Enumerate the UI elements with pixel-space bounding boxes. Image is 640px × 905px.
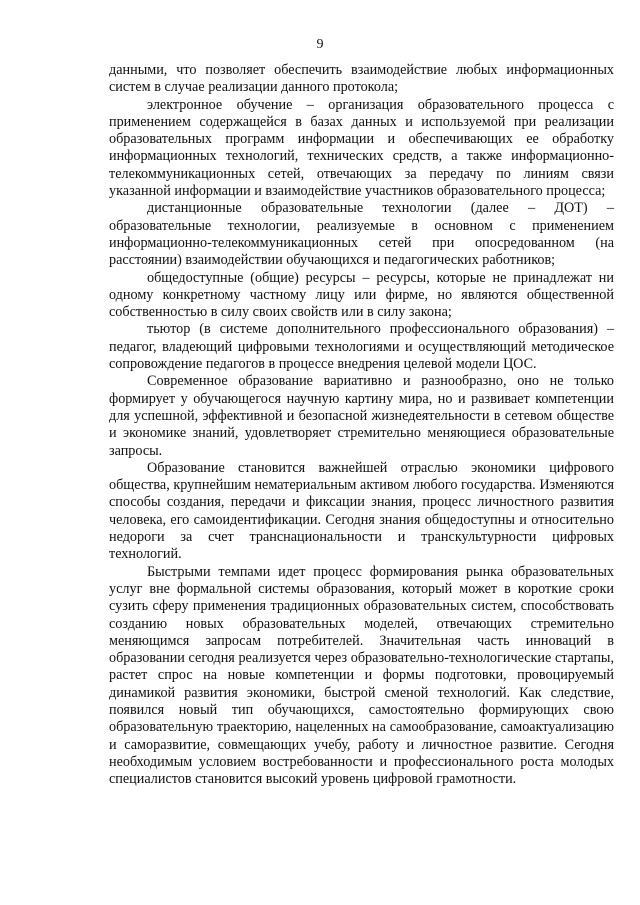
paragraph-tutor-definition: тьютор (в системе дополнительного профессионального образования) – педагог, владеющий цифровыми технологиями и осуществляющий методическое сопровождение педагогов в процессе внедрения целевой модели ЦОС. (109, 321, 614, 373)
paragraph-education-market: Быстрыми темпами идет процесс формирования рынка образовательных услуг вне формальной системы образования, который может в короткие сроки сузить сферу применения традиционных образовательных систем, способствовать созданию новых образовательных моделей, отвечающих стремительно меняющимся запросам потребителей. Значительная часть инноваций в образовании сегодня реализуется через образовательно-технологические стартапы, растет спрос на новые компетенции и формы подготовки, провоцируемый динамикой развития экономики, быстрой сменой технологий. Как следствие, появился новый тип обучающихся, самостоятельно формирующих свою образовательную траекторию, нацеленных на самообразование, самоактуализацию и саморазвитие, совмещающих учебу, работу и личностное развитие. Сегодня необходимым условием востребованности и профессионального роста молодых специалистов становится высокий уровень цифровой грамотности. (109, 563, 614, 788)
paragraph-public-resources-definition: общедоступные (общие) ресурсы – ресурсы, которые не принадлежат ни одному конкретному частному лицу или фирме, но являются общественной собственностью в силу своих свойств или в силу закона; (109, 269, 614, 321)
paragraph-e-learning-definition: электронное обучение – организация образовательного процесса с применением содержащейся в базах данных и используемой при реализации образовательных программ информации и обеспечивающих ее обработку информационных технологий, технических средств, а также информационно-телекоммуникационных сетей, отвечающих за передачу по линиям связи указанной информации и взаимодействие участников образовательного процесса; (109, 96, 614, 200)
paragraph-digital-economy: Образование становится важнейшей отраслью экономики цифрового общества, крупнейшим нематериальным активом любого государства. Изменяются способы создания, передачи и фиксации знания, процесс личностного развития человека, его самоидентификации. Сегодня знания общедоступны и относительно недороги за счет транснациональности и транскультурности цифровых технологий. (109, 459, 614, 563)
page-number: 9 (316, 37, 324, 52)
paragraph-modern-education: Современное образование вариативно и разнообразно, оно не только формирует у обучающегося научную картину мира, но и развивает компетенции для успешной, эффективной и безопасной жизнедеятельности в сетевом обществе и экономике знаний, удовлетворяет стремительно меняющиеся образовательные запросы. (109, 373, 614, 459)
paragraph-protocol-continuation: данными, что позволяет обеспечить взаимодействие любых информационных систем в случае реализации данного протокола; (109, 62, 614, 96)
paragraph-dot-definition: дистанционные образовательные технологии (далее – ДОТ) – образовательные технологии, реализуемые в основном с применением информационно-телекоммуникационных сетей при опосредованном (на расстоянии) взаимодействии обучающихся и педагогических работников; (109, 200, 614, 269)
body-text (109, 62, 614, 788)
